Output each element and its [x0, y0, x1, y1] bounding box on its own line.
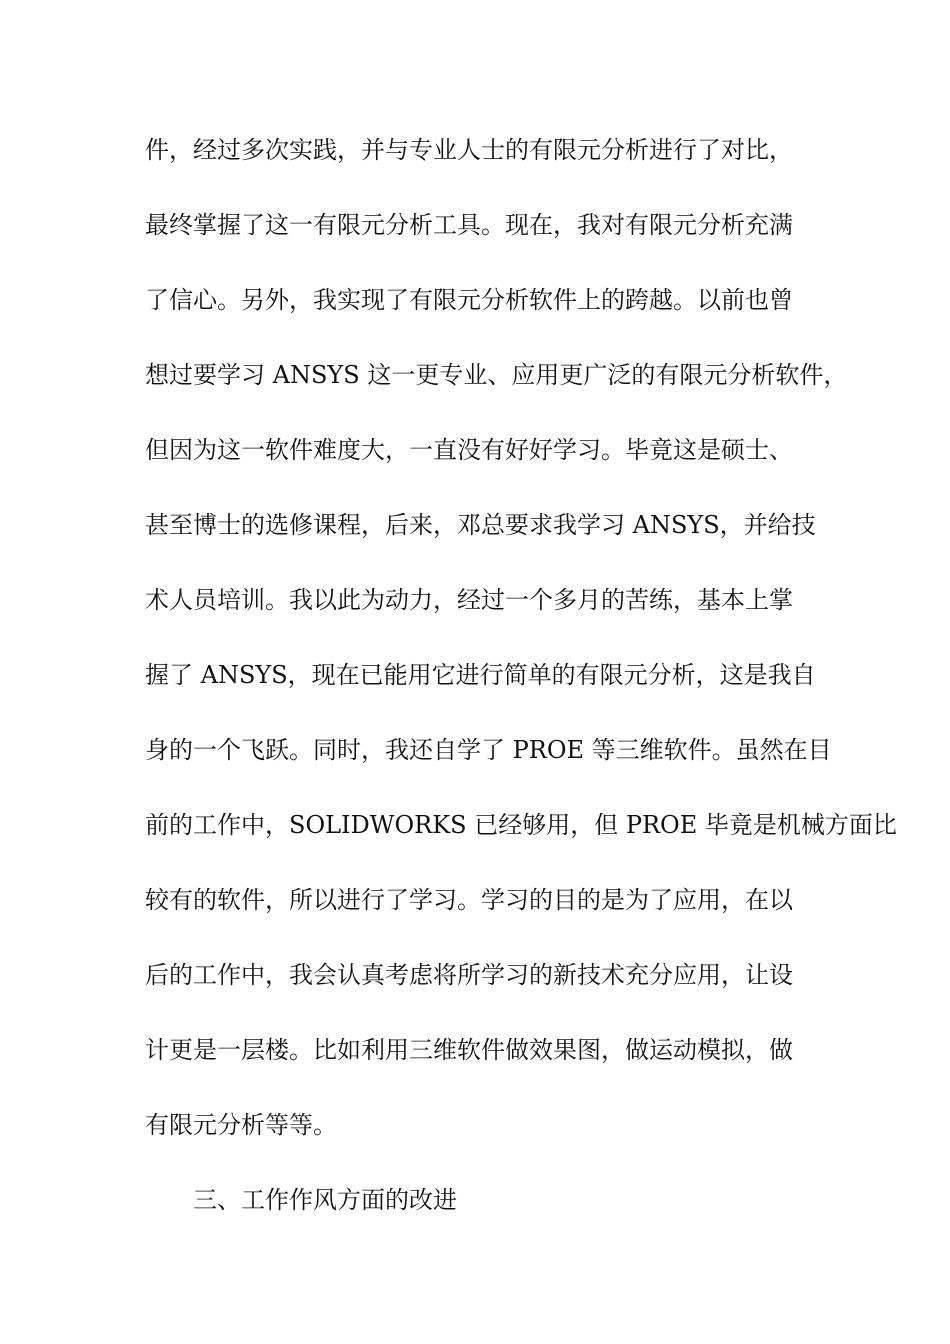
paragraph-line: 想过要学习 ANSYS 这一更专业、应用更广泛的有限元分析软件，	[145, 361, 848, 389]
paragraph-line: 身的一个飞跃。同时，我还自学了 PROE 等三维软件。虽然在目	[145, 736, 832, 764]
section-heading: 三、工作作风方面的改进	[193, 1186, 457, 1214]
paragraph-line: 前的工作中，SOLIDWORKS 已经够用，但 PROE 毕竟是机械方面比	[145, 811, 897, 839]
paragraph-line: 有限元分析等等。	[145, 1111, 337, 1139]
paragraph-line: 件，经过多次实践，并与专业人士的有限元分析进行了对比，	[145, 136, 793, 164]
paragraph-line: 较有的软件，所以进行了学习。学习的目的是为了应用，在以	[145, 886, 793, 914]
paragraph-line: 后的工作中，我会认真考虑将所学习的新技术充分应用，让设	[145, 961, 793, 989]
paragraph-line: 甚至博士的选修课程，后来，邓总要求我学习 ANSYS，并给技	[145, 511, 816, 539]
paragraph-line: 但因为这一软件难度大，一直没有好好学习。毕竟这是硕士、	[145, 436, 793, 464]
paragraph-line: 术人员培训。我以此为动力，经过一个多月的苦练，基本上掌	[145, 586, 793, 614]
paragraph-line: 了信心。另外，我实现了有限元分析软件上的跨越。以前也曾	[145, 286, 793, 314]
paragraph-line: 握了 ANSYS，现在已能用它进行简单的有限元分析，这是我自	[145, 661, 816, 689]
paragraph-line: 计更是一层楼。比如利用三维软件做效果图，做运动模拟，做	[145, 1036, 793, 1064]
paragraph-line: 最终掌握了这一有限元分析工具。现在，我对有限元分析充满	[145, 211, 793, 239]
